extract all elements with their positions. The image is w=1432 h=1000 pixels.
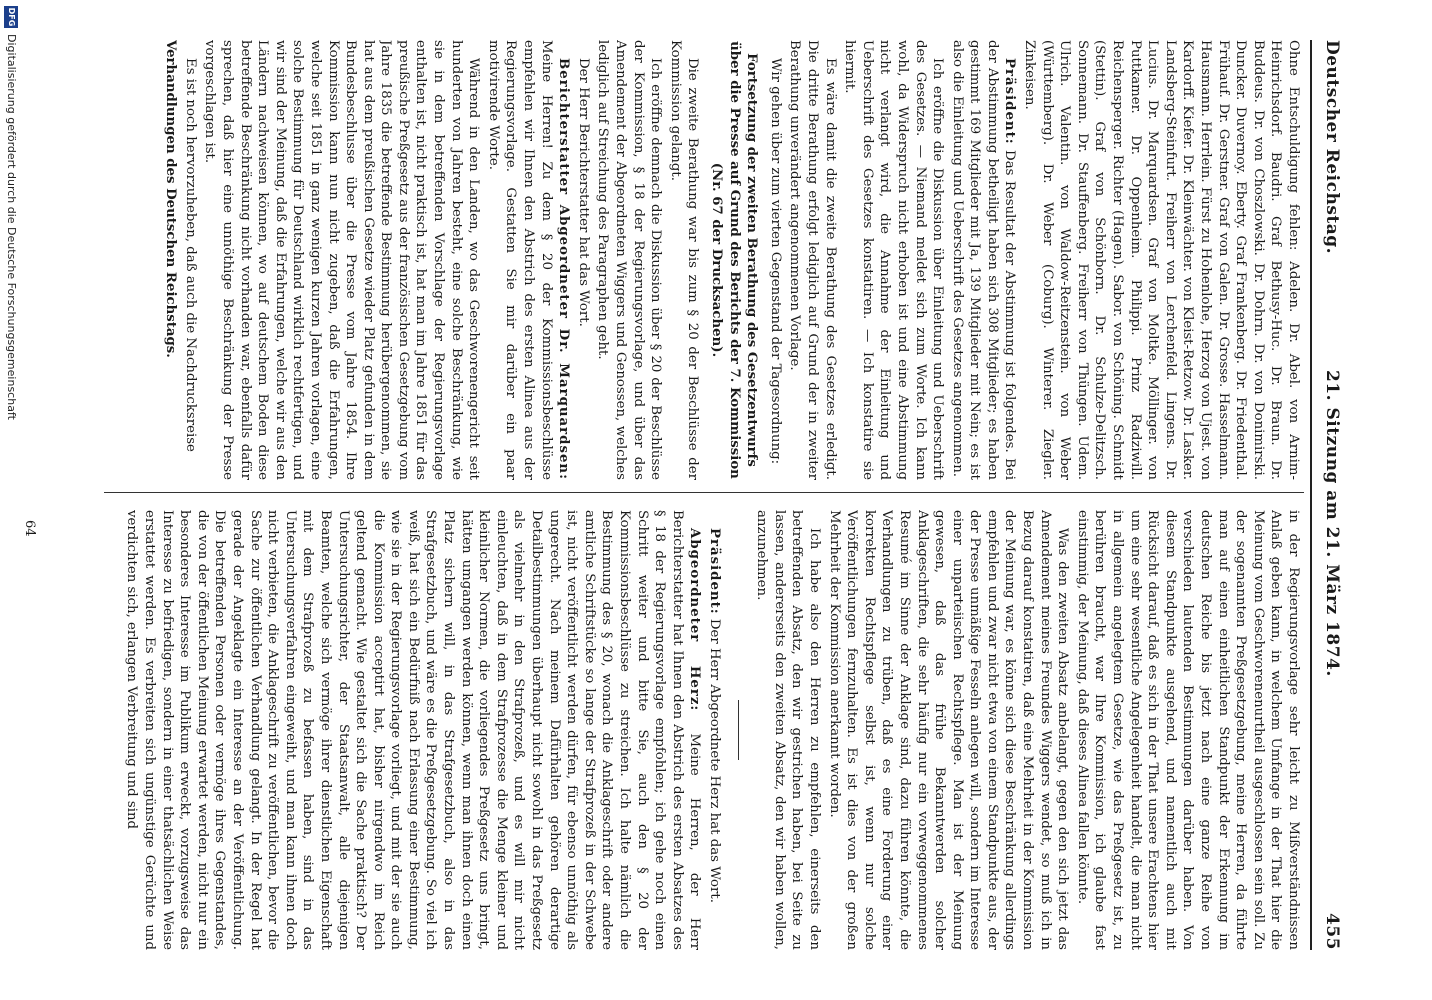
credit-text: Digitalisierung gefördert durch die Deutsche Forschungsgemeinschaft	[5, 34, 18, 420]
paragraph	[594, 40, 664, 480]
agenda-heading: Fortsetzung der zweiten Berathung des Gesetzentwurfs über die Presse auf Grund des Berichts der 7. Kommission (Nr. 67 der Drucksachen).	[709, 41, 760, 479]
paragraph-text: Ich eröffne die Diskussion über Einleitung und Ueberschrift des Gesetzes. — Niemand meldet sich zum Worte. Ich kann wohl, da Widerspruch nicht erhoben ist und eine Abstimmung nicht verlangt wird, die Annahme der Einleitung und Ueberschrift des Gesetzes konstatiren. — Ich konstatire sie hiermit.	[842, 40, 946, 480]
paragraph-text: Was den zweiten Absatz anbelangt, gegen den sich jetzt das Amendement meines Freundes Wiggers wendet, so muß ich in Bezug darauf konstatiren, daß eine Mehrheit in der Kommission der Meinung war, es könne sich diese Beschränkung allerdings empfehlen und zwar nicht etwa von einem Standpunkte aus, der der Presse unmäßige Fesseln anlegen will, sondern im Interesse einer unparteiischen Rechtspflege. Man ist der Meinung gewesen, daß das frühe Bekanntwerden solcher Anklageschriften, die sehr häufig nur ein vorweggenommenes Resumé im Sinne der Anklage sind, dazu führen könnte, die Verhandlungen zu trüben, daß es eine Forderung einer korrekten Rechtspflege selbst ist, wenn nur solche Veröffentlichungen fernzuhalten. Es ist dies von der großen Mehrheit der Kommission anerkannt worden.	[826, 510, 1071, 950]
paragraph-text: Es ist noch hervorzuheben, daß auch die Nachdrucksreise	[182, 58, 198, 452]
speaker-name: Abgeordneter Herz:	[687, 528, 703, 712]
paragraph	[181, 40, 199, 480]
dfg-logo-icon: DFG	[4, 6, 18, 28]
paragraph-text: Während in den Landen, wo das Geschworenengericht seit hunderten von Jahren besteht, eine solche Beschränkung, wie sie in dem betreffenden Vorschlage der Regierungsvorlage enthalten ist, nicht praktisch ist, hat man im Jahre 1851 für das preußische Preßgesetz aus der französischen Gesetzgebung vom Jahre 1835 die betreffende Bestimmung herübergenommen, sie hat aus dem preußischen Gesetze wieder Platz gefunden in dem Bundesbeschlusse über die Presse vom Jahre 1854. Ihre Kommission kann nun nicht zugeben, daß die Erfahrungen, welche seit 1851 in ganz wenigen kurzen Jahren vorlagen, eine solche Bestimmung für Deutschland wirklich rechtfertigen, und wir sind der Meinung, daß die Erfahrungen, welche wir aus den Ländern nachweisen können, wo auf deutschem Boden diese betreffende Beschränkung nicht vorhanden war, ebenfalls dafür sprechen, daß hier eine unnöthige Beschränkung der Presse vorgeschlagen ist.	[202, 40, 482, 480]
paragraph	[841, 40, 947, 480]
paragraph	[825, 510, 1071, 950]
paragraph-text: Der Herr Abgeordnete Herz hat das Wort.	[707, 618, 722, 903]
paragraph-text: Es wäre damit die zweite Berathung des Gesetzes erledigt. Die dritte Berathung erfolgt lediglich auf Grund der in zweiter Berathung unverändert angenommenen Vorlage.	[787, 40, 838, 480]
paragraph-text: Verhandlungen des Deutschen Reichstags.	[163, 40, 179, 358]
paragraph	[766, 40, 784, 480]
speaker-name: Berichterstatter Abgeordneter Dr. Marquardsen:	[556, 58, 572, 480]
paragraph	[574, 40, 592, 480]
paragraph	[201, 40, 483, 480]
paragraph-text: Meine Herren, der Herr Berichterstatter hat Ihnen den Abstrich des ersten Absatzes des § 18 der Regierungsvorlage empfohlen; ich gehe noch einen Schritt weiter und bitte Sie, auch den § 20 der Kommissionsbeschlüsse zu streichen. Ich halte nämlich die Bestimmung des § 20, wonach die Anklageschrift oder andere amtliche Schriftstücke so lange der Strafprozeß in der Schwebe ist, nicht veröffentlicht werden dürfen, für ebenso unnöthig als ungerecht. Nach meinem Dafürhalten gehören derartige Detailbestimmungen überhaupt nicht sowohl in das Preßgesetz als vielmehr in den Strafprozeß, und es will mir nicht einleuchten, daß in dem Strafprozesse die Menge kleiner und kleinlicher Normen, die vorliegendes Preßgesetz uns bringt, hätten umgangen werden können, wenn man ihnen doch einen Platz sichern will, in das Strafgesetzbuch, also in das Strafgesetzbuch, und wäre es die Preßgesetzgebung. So viel ich weiß, hat sich ein Bedürfniß nach Erlassung einer Bestimmung, wie sie in der Regierungsvorlage vorliegt, und mit der sie auch die Kommission acceptirt hat, bisher nirgendwo im Reich geltend gemacht. Wie gestaltet sich die Sache praktisch? Der Untersuchungsrichter, der Staatsanwalt, alle diejenigen Beamten, welche sich vermöge ihrer dienstlichen Eigenschaft mit dem Strafprozeß zu befassen haben, sind in das Untersuchungsverfahren eingeweiht, und man kann ihnen doch nicht verbieten, die Anklageschrift zu veröffentlichen, bevor die Sache zur öffentlichen Verhandlung gelangt. In der Regel hat gerade der Angeklagte ein Interesse an der Veröffentlichung. Die betreffenden Personen oder vermöge ihres Gegenstandes, die von der öffentlichen Meinung erwartet werden, nicht nur ein besonderes Interesse im Publikum erweckt, vorzugsweise das Interesse zu befriedigen, sondern in einer thatsächlichen Weise erstattet werden. Es verbreiten sich ungünstige Gerüchte und verdichten sich, erlangen Verbreitung und sind	[124, 510, 703, 950]
right-column	[42, 510, 1302, 950]
speaker-name: Präsident:	[1002, 58, 1018, 145]
paragraph-text: Das Resultat der Abstimmung ist folgendes. Bei der Abstimmung betheiligt haben sich 308 Mitglieder; es haben gestimmt 169 Mitglieder mit Ja, 139 Mitglieder mit Nein; es ist also die Einleitung und Ueberschrift des Gesetzes angenommen.	[949, 40, 1018, 480]
paragraph	[1073, 510, 1302, 950]
paragraph	[484, 40, 572, 480]
header-title: Deutscher Reichstag.	[1322, 40, 1342, 255]
paragraph-text: in der Regierungsvorlage sehr leicht zu Mißverständnissen Anlaß geben kann, in welchem Umfange in der That hier die Meinung vom Geschworenenurtheil ausgeschlossen sein soll. Zu der sogenannten Preßgesetzgebung, meine Herren, da führte man auf einen einheitlichen Standpunkt der Erkennung im deutschen Reiche bis jetzt nach eine ganze Reihe von verschieden lautenden Bestimmungen darüber haben. Von diesem Standpunkte ausgehend, und namentlich auch mit Rücksicht darauf, daß es sich in der That unsere Erachtens hier um eine sehr wesentliche Angelegenheit handelt, die man nicht in allgemein angelegtem Gesetze, wie das Preßgesetz ist, zu berühren braucht, war Ihre Kommission, ich glaube fast einstimmig, der Meinung, daß dieses Alinea fallen könnte.	[1074, 510, 1301, 950]
column-divider	[104, 492, 1304, 493]
paragraph	[666, 40, 701, 480]
signature-number: 64	[22, 520, 37, 537]
paragraph-text: Der Herr Berichterstatter hat das Wort.	[575, 58, 591, 327]
paragraph	[753, 510, 823, 950]
paragraph	[705, 510, 723, 950]
header-rule	[1310, 40, 1312, 950]
paragraph-text: Die zweite Berathung war bis zum § 20 der Beschlüsse der Kommission gelangt.	[667, 40, 701, 480]
paragraph	[1021, 40, 1303, 480]
paragraph	[123, 510, 704, 950]
page-header	[1312, 40, 1342, 950]
paragraph-text: Ich eröffne demnach die Diskussion über § 20 der Beschlüsse der Kommission, § 18 der Regierungsvorlage, und über das Amendement der Abgeordneten Wiggers und Genossen, welches lediglich auf Streichung des Paragraphen geht.	[595, 40, 664, 480]
left-column	[42, 40, 1302, 480]
paragraph-text: Meine Herren! Zu dem § 20 der Kommissionsbeschlüsse empfehlen wir Ihnen den Abstrich des ersten Alinea aus der Regierungsvorlage. Gestatten Sie mir darüber ein paar motivirende Worte.	[485, 40, 554, 480]
digitization-credit	[0, 0, 20, 1000]
paragraph-text: Ich habe also den Herren zu empfehlen, einerseits den betreffenden Absatz, den wir gestrichen haben, bei Seite zu lassen, andererseits den zweiten Absatz, den wir haben wollen, anzunehmen.	[754, 510, 822, 950]
paragraph-text: Wir gehen über zum vierten Gegenstand der Tagesordnung:	[767, 58, 783, 465]
header-page-number: 455	[1322, 913, 1342, 950]
section-separator	[729, 510, 747, 950]
paragraph-text: Ohne Entschuldigung fehlen: Adelen. Dr. Abel. von Arnim-Heinrichsdorf. Baudri. Graf Bethusy-Huc. Dr. Braun. Dr. Buddeus. Dr. von Choszlowski. Dr. Dohrn. Dr. von Donimirski. Duncker. Duvernoy. Eberty. Graf Frankenberg. Dr. Friedenthal. Frühauf. Dr. Gerstner. Graf von Galen. Dr. Grosse. Hasselmann. Hausmann. Herrlein. Fürst zu Hohenlohe, Herzog von Ujest. von Kardorff. Kiefer. Dr. Kleinwächter. von Kleist-Retzow. Dr. Lasker. Landsberg-Steinfurt. Freiherr von Lerchenfeld. Lingens. Dr. Lucius. Dr. Marquardsen. Graf von Moltke. Möllinger. von Puttkamer. Dr. Oppenheim. Philippi. Prinz Radziwill. Reichensperger. Richter (Hagen). Sabor. von Schöning. Schmidt (Stettin). Graf von Schönborn. Dr. Schulze-Delitzsch. Sonnemann. Dr. Stauffenberg. Freiherr von Thüngen. Udem. Ulrich. Valentin. von Waldow-Reitzenstein. von Weber (Württemberg). Dr. Weber (Coburg). Winterer. Ziegler. Zinkeisen.	[1022, 40, 1301, 480]
header-session: 21. Sitzung am 21. März 1874.	[1322, 370, 1342, 677]
paragraph	[948, 40, 1018, 480]
paragraph	[162, 40, 180, 480]
paragraph	[786, 40, 839, 480]
speaker-name: Präsident:	[707, 528, 722, 615]
